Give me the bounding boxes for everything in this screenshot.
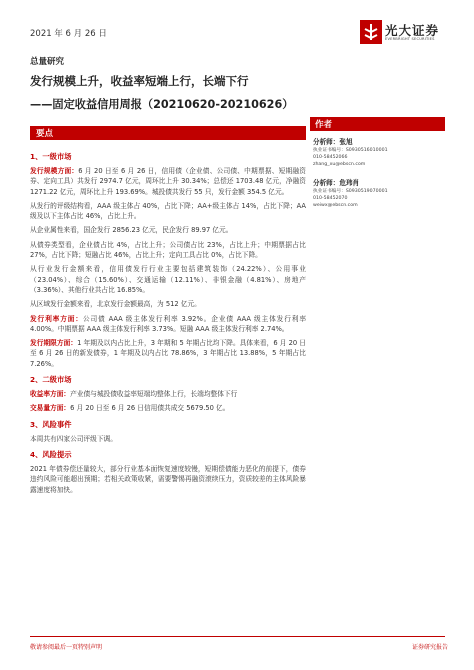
para-risk-events: 本周共有四家公司评级下调。 bbox=[30, 434, 117, 443]
label-yield: 收益率方面： bbox=[30, 390, 71, 399]
main-content bbox=[30, 152, 306, 495]
footer-divider bbox=[30, 636, 445, 637]
label-issuance-rate: 发行利率方面： bbox=[30, 314, 83, 323]
author-bar bbox=[310, 117, 445, 131]
report-subtitle: ——固定收益信用周报（20210620-20210626） bbox=[30, 98, 294, 111]
logo-text-cn: 光大证券 bbox=[385, 23, 440, 38]
para-region: 从区域发行金额来看，北京发行金额最高，为 512 亿元。 bbox=[30, 300, 201, 309]
key-points-label: 要点 bbox=[36, 129, 54, 139]
key-points-bar bbox=[30, 126, 306, 140]
para-bond-type: 从债券类型看，企业债占比 4%，占比上升；公司债占比 23%，占比上升；中期票据占比 27%，占比下降；短融占比 46%，占比上升；定向工具占比 0%，占比下降。 bbox=[30, 240, 306, 260]
text-issuance-scale: 6 月 20 日至 6 月 26 日，信用债（企业债、公司债、中期票据、短期融资券、定向工具）共发行 2974.7 亿元，周环比上升 30.34%；总偿还 1703.48 亿元，净融资 1271.22 亿元，周环比上升 193.69%。城投债共发行 55 只，发行金额 354.5 亿元。 bbox=[30, 167, 306, 196]
author-label: 作者 bbox=[315, 120, 333, 130]
logo-text-en: EVERBRIGHT SECURITIES bbox=[385, 37, 435, 41]
analyst-name: 分析师：张旭 bbox=[313, 138, 353, 146]
analyst-card bbox=[313, 178, 448, 210]
text-yield: 产业债与城投债收益率短端均整体上行，长端均整体下行 bbox=[70, 390, 238, 399]
para-rating-structure: 从发行的评级结构看，AAA 级主体占 40%，占比下降；AA+级主体占 14%，占比下降；AA 级及以下主体占比 46%，占比上升。 bbox=[30, 201, 306, 221]
section-secondary-market: 2、二级市场 bbox=[30, 375, 72, 385]
para-industry: 从行业发行金额来看，信用债发行行业主要包括建筑装饰（24.22%）、公用事业（23.04%）、综合（15.60%）、交通运输（12.11%）、非银金融（4.81%）、房地产（3.36%）、其他行业共占比 16.85%。 bbox=[30, 265, 306, 294]
para-enterprise-type: 从企业属性来看，国企发行 2856.23 亿元，民企发行 89.97 亿元。 bbox=[30, 226, 233, 235]
para-issuance-term bbox=[30, 338, 306, 369]
label-volume: 交易量方面： bbox=[30, 404, 71, 413]
section-risk-events: 3、风险事件 bbox=[30, 419, 72, 429]
text-issuance-term: 1 年期及以内占比上升，3 年期和 5 年期占比均下降。具体来看，6 月 20 日至 6 月 26 日的新发债券，1 年期及以内占比 78.86%，3 年期占比 13.88%，5 年期占比 7.26%。 bbox=[30, 339, 306, 368]
logo-mark-icon bbox=[360, 20, 382, 44]
report-category: 总量研究 bbox=[30, 57, 65, 67]
para-issuance-rate bbox=[30, 314, 306, 335]
label-issuance-term: 发行期限方面： bbox=[30, 339, 78, 348]
section-risk-warning: 4、风险提示 bbox=[30, 449, 72, 459]
analyst-email[interactable]: zhang_xu@ebscn.com bbox=[313, 162, 366, 168]
analyst-phone: 010-58452066 bbox=[313, 155, 348, 161]
section-primary-market: 1、一级市场 bbox=[30, 152, 72, 161]
text-issuance-rate: 公司债 AAA 级主体发行利率 3.92%。企业债 AAA 级主体发行利率 4.00%。中期票据 AAA 级主体发行利率 3.73%。短融 AAA 级主体发行利率 2.74%。 bbox=[30, 314, 306, 333]
analyst-card bbox=[313, 137, 448, 169]
analyst-phone: 010-58452070 bbox=[313, 195, 348, 201]
footer-report-type: 证券研究报告 bbox=[412, 644, 449, 651]
analyst-license: 执业证书编号：S0930519070001 bbox=[313, 188, 388, 194]
report-date: 2021 年 6 月 26 日 bbox=[30, 29, 107, 39]
footer-disclaimer[interactable]: 敬请参阅最后一页特别声明 bbox=[30, 644, 103, 651]
para-issuance-scale bbox=[30, 166, 306, 197]
text-volume: 6 月 20 日至 6 月 26 日信用债共成交 5679.50 亿。 bbox=[70, 404, 230, 413]
report-title: 发行规模上升，收益率短端上行，长端下行 bbox=[30, 74, 249, 88]
analyst-list bbox=[313, 137, 448, 218]
para-risk-warning: 2021 年债券偿还量较大，部分行业基本面恢复速度较慢，短期偿债能力恶化的前提下，债券违约风险可能超出预期；若相关政策收紧，需要警惕再融资滚续压力，资质较差的主体风险暴露速度将加快。 bbox=[30, 464, 306, 494]
label-issuance-scale: 发行规模方面： bbox=[30, 167, 79, 175]
analyst-name: 分析师：危玮肖 bbox=[313, 178, 360, 187]
company-logo bbox=[360, 20, 460, 46]
para-volume bbox=[30, 403, 306, 413]
analyst-license: 执业证书编号：S0930516010001 bbox=[313, 148, 388, 153]
para-yield bbox=[30, 389, 306, 399]
analyst-email[interactable]: weiwx@ebscn.com bbox=[313, 203, 358, 209]
